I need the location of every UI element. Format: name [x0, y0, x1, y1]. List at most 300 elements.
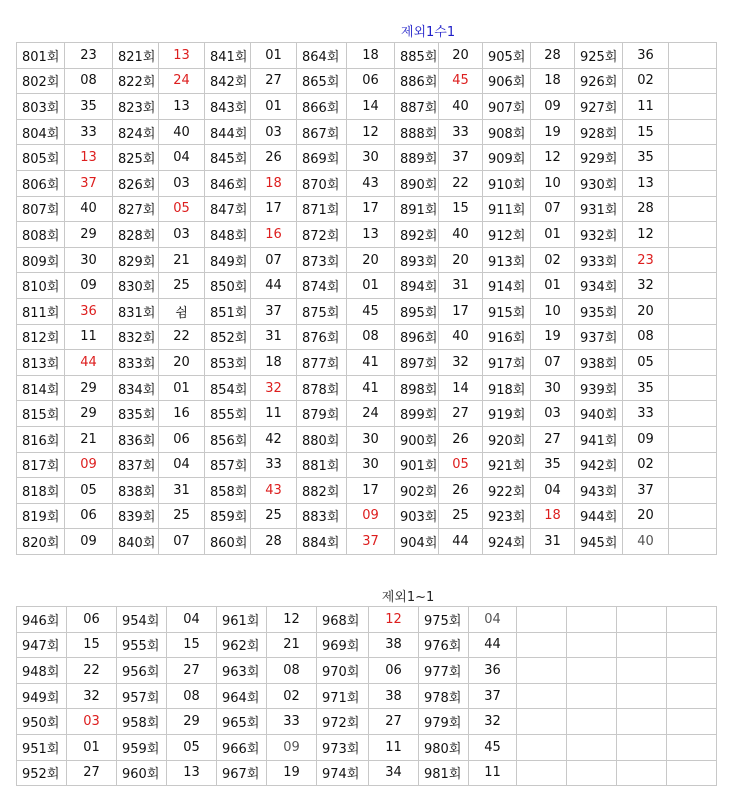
number-value: 20: [159, 350, 205, 376]
number-value: 15: [439, 196, 483, 222]
empty-cell: [667, 683, 717, 709]
round-label: 818회: [17, 478, 65, 504]
round-label: 819회: [17, 503, 65, 529]
round-label: 956회: [117, 658, 167, 684]
number-value: 29: [167, 709, 217, 735]
empty-cell: [517, 632, 567, 658]
round-label: 972회: [317, 709, 369, 735]
empty-cell: [567, 734, 617, 760]
number-value: 40: [439, 94, 483, 120]
number-value: 25: [159, 503, 205, 529]
number-value: 18: [251, 350, 297, 376]
empty-cell: [669, 426, 717, 452]
table-row: [17, 734, 717, 760]
number-value: 쉼: [159, 298, 205, 324]
round-label: 836회: [113, 426, 159, 452]
number-value: 07: [159, 529, 205, 555]
round-label: 965회: [217, 709, 267, 735]
number-value: 45: [439, 68, 483, 94]
round-label: 915회: [483, 298, 531, 324]
round-label: 920회: [483, 426, 531, 452]
round-label: 914회: [483, 273, 531, 299]
number-value: 04: [469, 607, 517, 633]
number-value: 44: [65, 350, 113, 376]
round-label: 847회: [205, 196, 251, 222]
number-value: 23: [623, 247, 669, 273]
number-value: 16: [159, 401, 205, 427]
number-value: 33: [267, 709, 317, 735]
number-value: 42: [251, 426, 297, 452]
table-row: [17, 607, 717, 633]
round-label: 975회: [419, 607, 469, 633]
number-value: 25: [439, 503, 483, 529]
number-value: 37: [623, 478, 669, 504]
number-value: 02: [623, 68, 669, 94]
number-value: 08: [167, 683, 217, 709]
round-label: 854회: [205, 375, 251, 401]
round-label: 923회: [483, 503, 531, 529]
number-value: 05: [439, 452, 483, 478]
round-label: 869회: [297, 145, 347, 171]
empty-cell: [517, 734, 567, 760]
number-value: 36: [623, 43, 669, 69]
number-value: 27: [167, 658, 217, 684]
round-label: 978회: [419, 683, 469, 709]
number-value: 40: [159, 119, 205, 145]
round-label: 957회: [117, 683, 167, 709]
number-value: 12: [267, 607, 317, 633]
empty-cell: [669, 273, 717, 299]
number-value: 19: [531, 324, 575, 350]
round-label: 979회: [419, 709, 469, 735]
empty-cell: [667, 734, 717, 760]
number-value: 19: [531, 119, 575, 145]
number-value: 24: [347, 401, 395, 427]
round-label: 841회: [205, 43, 251, 69]
empty-cell: [669, 298, 717, 324]
number-value: 05: [623, 350, 669, 376]
round-label: 821회: [113, 43, 159, 69]
number-value: 12: [369, 607, 419, 633]
round-label: 887회: [395, 94, 439, 120]
number-value: 25: [159, 273, 205, 299]
number-value: 14: [439, 375, 483, 401]
empty-cell: [517, 658, 567, 684]
number-value: 27: [251, 68, 297, 94]
round-label: 906회: [483, 68, 531, 94]
round-label: 969회: [317, 632, 369, 658]
round-label: 823회: [113, 94, 159, 120]
round-label: 812회: [17, 324, 65, 350]
round-label: 900회: [395, 426, 439, 452]
round-label: 910회: [483, 170, 531, 196]
number-value: 15: [167, 632, 217, 658]
table-row: [17, 145, 717, 171]
number-value: 36: [65, 298, 113, 324]
round-label: 856회: [205, 426, 251, 452]
number-value: 16: [251, 222, 297, 248]
round-label: 893회: [395, 247, 439, 273]
number-value: 28: [531, 43, 575, 69]
round-label: 932회: [575, 222, 623, 248]
round-label: 807회: [17, 196, 65, 222]
round-label: 963회: [217, 658, 267, 684]
section2-title: 제외1~1: [381, 590, 435, 605]
number-value: 02: [623, 452, 669, 478]
round-label: 968회: [317, 607, 369, 633]
round-label: 840회: [113, 529, 159, 555]
number-value: 20: [439, 43, 483, 69]
round-label: 849회: [205, 247, 251, 273]
number-value: 26: [439, 478, 483, 504]
number-value: 32: [251, 375, 297, 401]
empty-cell: [669, 170, 717, 196]
table-row: [17, 709, 717, 735]
empty-cell: [669, 68, 717, 94]
empty-cell: [667, 632, 717, 658]
empty-cell: [617, 683, 667, 709]
round-label: 918회: [483, 375, 531, 401]
round-label: 853회: [205, 350, 251, 376]
number-value: 08: [623, 324, 669, 350]
round-label: 881회: [297, 452, 347, 478]
round-label: 892회: [395, 222, 439, 248]
number-value: 44: [469, 632, 517, 658]
empty-cell: [669, 375, 717, 401]
number-value: 11: [623, 94, 669, 120]
number-value: 06: [369, 658, 419, 684]
number-value: 06: [67, 607, 117, 633]
round-label: 816회: [17, 426, 65, 452]
number-value: 12: [623, 222, 669, 248]
number-value: 04: [159, 452, 205, 478]
table-row: [17, 196, 717, 222]
round-label: 857회: [205, 452, 251, 478]
round-label: 955회: [117, 632, 167, 658]
number-value: 13: [65, 145, 113, 171]
round-label: 934회: [575, 273, 623, 299]
table-row: [17, 119, 717, 145]
table-row: [17, 68, 717, 94]
empty-cell: [617, 760, 667, 786]
round-label: 931회: [575, 196, 623, 222]
round-label: 924회: [483, 529, 531, 555]
round-label: 872회: [297, 222, 347, 248]
number-value: 12: [531, 145, 575, 171]
empty-cell: [669, 324, 717, 350]
round-label: 967회: [217, 760, 267, 786]
round-label: 898회: [395, 375, 439, 401]
number-value: 04: [159, 145, 205, 171]
number-value: 45: [347, 298, 395, 324]
number-value: 35: [65, 94, 113, 120]
empty-cell: [667, 658, 717, 684]
round-label: 901회: [395, 452, 439, 478]
round-label: 962회: [217, 632, 267, 658]
empty-cell: [669, 222, 717, 248]
number-value: 01: [67, 734, 117, 760]
round-label: 935회: [575, 298, 623, 324]
round-label: 834회: [113, 375, 159, 401]
table-row: [17, 222, 717, 248]
round-label: 870회: [297, 170, 347, 196]
number-value: 37: [439, 145, 483, 171]
table-row: [17, 298, 717, 324]
number-value: 30: [347, 426, 395, 452]
round-label: 803회: [17, 94, 65, 120]
number-value: 02: [267, 683, 317, 709]
round-label: 825회: [113, 145, 159, 171]
round-label: 891회: [395, 196, 439, 222]
round-label: 877회: [297, 350, 347, 376]
table-row: [17, 632, 717, 658]
empty-cell: [667, 709, 717, 735]
empty-cell: [517, 709, 567, 735]
number-value: 09: [531, 94, 575, 120]
round-label: 927회: [575, 94, 623, 120]
number-value: 20: [623, 298, 669, 324]
round-label: 880회: [297, 426, 347, 452]
round-label: 952회: [17, 760, 67, 786]
number-value: 09: [623, 426, 669, 452]
empty-cell: [617, 658, 667, 684]
round-label: 859회: [205, 503, 251, 529]
number-value: 26: [251, 145, 297, 171]
round-label: 896회: [395, 324, 439, 350]
round-label: 947회: [17, 632, 67, 658]
empty-cell: [669, 503, 717, 529]
round-label: 889회: [395, 145, 439, 171]
number-value: 35: [623, 375, 669, 401]
round-label: 873회: [297, 247, 347, 273]
number-value: 35: [623, 145, 669, 171]
round-label: 858회: [205, 478, 251, 504]
round-label: 946회: [17, 607, 67, 633]
number-value: 40: [65, 196, 113, 222]
round-label: 875회: [297, 298, 347, 324]
round-label: 954회: [117, 607, 167, 633]
round-label: 805회: [17, 145, 65, 171]
round-label: 971회: [317, 683, 369, 709]
empty-cell: [669, 43, 717, 69]
empty-cell: [669, 94, 717, 120]
number-value: 43: [251, 478, 297, 504]
number-value: 44: [439, 529, 483, 555]
round-label: 852회: [205, 324, 251, 350]
round-label: 911회: [483, 196, 531, 222]
number-value: 30: [347, 452, 395, 478]
number-value: 29: [65, 375, 113, 401]
number-value: 32: [623, 273, 669, 299]
table-row: [17, 426, 717, 452]
round-label: 928회: [575, 119, 623, 145]
number-value: 20: [347, 247, 395, 273]
round-label: 878회: [297, 375, 347, 401]
number-value: 40: [439, 222, 483, 248]
round-label: 815회: [17, 401, 65, 427]
number-value: 32: [67, 683, 117, 709]
round-label: 894회: [395, 273, 439, 299]
number-value: 31: [159, 478, 205, 504]
round-label: 943회: [575, 478, 623, 504]
empty-cell: [669, 478, 717, 504]
number-value: 20: [623, 503, 669, 529]
round-label: 885회: [395, 43, 439, 69]
number-value: 30: [65, 247, 113, 273]
empty-cell: [567, 632, 617, 658]
table-row: [17, 94, 717, 120]
round-label: 922회: [483, 478, 531, 504]
number-value: 17: [251, 196, 297, 222]
number-value: 01: [159, 375, 205, 401]
number-value: 33: [623, 401, 669, 427]
number-value: 37: [251, 298, 297, 324]
round-label: 902회: [395, 478, 439, 504]
round-label: 886회: [395, 68, 439, 94]
empty-cell: [669, 401, 717, 427]
empty-cell: [517, 607, 567, 633]
number-value: 26: [439, 426, 483, 452]
number-value: 03: [159, 222, 205, 248]
round-label: 905회: [483, 43, 531, 69]
round-label: 822회: [113, 68, 159, 94]
round-label: 958회: [117, 709, 167, 735]
round-label: 874회: [297, 273, 347, 299]
round-label: 831회: [113, 298, 159, 324]
number-value: 10: [531, 298, 575, 324]
round-label: 919회: [483, 401, 531, 427]
round-label: 820회: [17, 529, 65, 555]
round-label: 845회: [205, 145, 251, 171]
round-label: 940회: [575, 401, 623, 427]
round-label: 864회: [297, 43, 347, 69]
number-value: 09: [267, 734, 317, 760]
round-label: 871회: [297, 196, 347, 222]
number-value: 03: [531, 401, 575, 427]
round-label: 959회: [117, 734, 167, 760]
empty-cell: [669, 145, 717, 171]
round-label: 844회: [205, 119, 251, 145]
round-label: 802회: [17, 68, 65, 94]
number-value: 09: [65, 273, 113, 299]
number-value: 13: [623, 170, 669, 196]
round-label: 929회: [575, 145, 623, 171]
round-label: 951회: [17, 734, 67, 760]
empty-cell: [567, 709, 617, 735]
table-row: [17, 503, 717, 529]
number-value: 04: [531, 478, 575, 504]
number-value: 11: [251, 401, 297, 427]
number-value: 11: [469, 760, 517, 786]
number-value: 09: [65, 529, 113, 555]
number-value: 19: [267, 760, 317, 786]
round-label: 828회: [113, 222, 159, 248]
table-row: [17, 683, 717, 709]
round-label: 933회: [575, 247, 623, 273]
round-label: 974회: [317, 760, 369, 786]
number-value: 13: [159, 43, 205, 69]
number-value: 37: [347, 529, 395, 555]
number-value: 36: [469, 658, 517, 684]
number-value: 31: [531, 529, 575, 555]
round-label: 801회: [17, 43, 65, 69]
round-label: 829회: [113, 247, 159, 273]
section1-title: 제외1수1: [400, 25, 456, 40]
number-value: 01: [531, 222, 575, 248]
empty-cell: [567, 683, 617, 709]
round-label: 839회: [113, 503, 159, 529]
number-value: 08: [347, 324, 395, 350]
round-label: 866회: [297, 94, 347, 120]
round-label: 855회: [205, 401, 251, 427]
round-label: 851회: [205, 298, 251, 324]
round-label: 814회: [17, 375, 65, 401]
number-value: 05: [159, 196, 205, 222]
round-label: 806회: [17, 170, 65, 196]
number-value: 35: [531, 452, 575, 478]
round-label: 848회: [205, 222, 251, 248]
number-value: 09: [347, 503, 395, 529]
number-value: 06: [65, 503, 113, 529]
round-label: 930회: [575, 170, 623, 196]
empty-cell: [567, 658, 617, 684]
empty-cell: [617, 734, 667, 760]
round-label: 981회: [419, 760, 469, 786]
section2-table: [16, 606, 717, 786]
round-label: 903회: [395, 503, 439, 529]
round-label: 899회: [395, 401, 439, 427]
round-label: 960회: [117, 760, 167, 786]
round-label: 908회: [483, 119, 531, 145]
number-value: 18: [531, 68, 575, 94]
round-label: 882회: [297, 478, 347, 504]
round-label: 813회: [17, 350, 65, 376]
number-value: 38: [369, 683, 419, 709]
round-label: 809회: [17, 247, 65, 273]
empty-cell: [617, 709, 667, 735]
round-label: 843회: [205, 94, 251, 120]
empty-cell: [517, 760, 567, 786]
round-label: 904회: [395, 529, 439, 555]
round-label: 888회: [395, 119, 439, 145]
number-value: 33: [251, 452, 297, 478]
round-label: 876회: [297, 324, 347, 350]
number-value: 11: [369, 734, 419, 760]
round-label: 938회: [575, 350, 623, 376]
round-label: 961회: [217, 607, 267, 633]
empty-cell: [667, 607, 717, 633]
number-value: 44: [251, 273, 297, 299]
round-label: 925회: [575, 43, 623, 69]
round-label: 966회: [217, 734, 267, 760]
round-label: 921회: [483, 452, 531, 478]
number-value: 30: [531, 375, 575, 401]
number-value: 01: [347, 273, 395, 299]
number-value: 12: [347, 119, 395, 145]
number-value: 07: [251, 247, 297, 273]
round-label: 944회: [575, 503, 623, 529]
round-label: 964회: [217, 683, 267, 709]
round-label: 895회: [395, 298, 439, 324]
round-label: 832회: [113, 324, 159, 350]
round-label: 926회: [575, 68, 623, 94]
round-label: 890회: [395, 170, 439, 196]
number-value: 37: [469, 683, 517, 709]
table-row: [17, 658, 717, 684]
empty-cell: [669, 350, 717, 376]
round-label: 973회: [317, 734, 369, 760]
table-row: [17, 350, 717, 376]
